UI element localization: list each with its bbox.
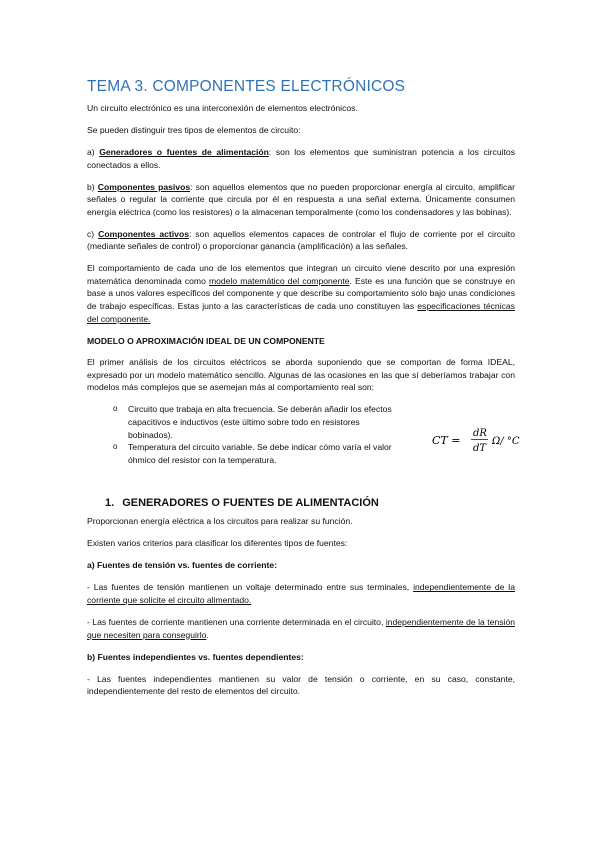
voltage-underlined: independientemente de la corriente que solicite el circuito alimentado. [87,582,515,605]
behavior-part1: El comportamiento de cada uno de los elementos que integran un circuito viene descrito por una expresión matemática denominada como [87,263,515,286]
circle-bullet-icon: o [113,442,118,452]
current-text: - Las fuentes de corriente mantienen una corriente determinada en el circuito, [87,616,386,627]
bullet-text: Circuito que trabaja en alta frecuencia. Se deberán añadir los efectos capacitivos e inductivos (este último sobre todo en resistores bobinados). [128,404,392,440]
s1b-paragraph: - Las fuentes independientes mantienen su valor de tensión o corriente, en su caso, constante, independientemente del resto de elementos del circuito. [87,673,515,697]
bullet-text: Temperatura del circuito variable. Se debe indicar cómo varía el valor óhmico del resistor con la temperatura. [128,442,392,465]
current-end: . [206,629,209,640]
behavior-link-model: modelo matemático del componente [208,275,350,286]
item-b-term: Componentes pasivos [97,181,191,192]
intro-paragraph: Un circuito electrónico es una interconexión de elementos electrónicos. [87,103,358,113]
item-a-text: : son los elementos que suministran potencia a los circuitos conectados a ellos. [87,146,515,170]
behavior-link-specs: especificaciones técnicas del componente. [87,301,515,324]
s1a-current-paragraph [87,616,515,641]
item-c-prefix: c) [87,228,99,239]
formula-numerator: dR [473,428,487,440]
section-1-heading [105,497,515,510]
formula-lhs: CT = [432,434,461,448]
item-a-paragraph [87,146,515,171]
circle-bullet-icon: o [113,404,118,414]
behavior-part2: . Este es una función que se construye en base a unos valores específicos del componente y que describe su comportamiento solo bajo unas condiciones de trabajo específicas. Estas junto a las características de cada uno constituyen las [87,275,515,312]
item-b-text: : son aquellos elementos que no pueden proporcionar energía al circuito, amplificar señales o regular la corriente que circula por él en respuesta a una señal externa. Únicamente consumen energía eléctrica (como los resistores) o la almacenan temporalmente (como los condensadores y las bobinas). [87,181,515,217]
s1a-heading: a) Fuentes de tensión vs. fuentes de corriente: [87,560,278,571]
voltage-text: - Las fuentes de tensión mantienen un voltaje determinado entre sus terminales, [87,582,414,593]
list-item [113,441,405,466]
item-c-term: Componentes activos [98,228,189,239]
types-intro-paragraph: Se pueden distinguir tres tipos de elementos de circuito: [87,124,301,135]
bullets-with-formula [87,403,520,481]
list-item [113,403,405,441]
s1b-heading: b) Fuentes independientes vs. fuentes dependientes: [87,651,304,662]
page-title: TEMA 3. COMPONENTES ELECTRÓNICOS [87,78,406,95]
section-1-title: GENERADORES O FUENTES DE ALIMENTACIÓN [122,497,379,510]
s1-intro-paragraph: Proporcionan energía eléctrica a los circuitos para realizar su función. [87,516,353,527]
section-1-number: 1. [105,497,115,510]
bullet-list [113,403,405,466]
item-c-text: : son aquellos elementos capaces de controlar el flujo de corriente por el circuito (mediante señales de control) o proporcionar ganancia (amplificación) a las señales. [87,228,515,252]
behavior-paragraph [87,262,515,325]
s1a-voltage-paragraph [87,581,515,606]
current-underlined: independientemente de la tensión que necesiten para conseguirlo [87,616,515,640]
item-a-prefix: a) [87,146,100,157]
formula-units: Ω/ °C [492,436,520,448]
thermal-coefficient-formula [432,425,527,455]
ideal-heading: MODELO O APROXIMACIÓN IDEAL DE UN COMPONENTE [87,335,325,346]
item-c-paragraph [87,228,515,253]
item-b-paragraph [87,181,515,219]
item-a-term: Generadores o fuentes de alimentación [99,146,269,157]
item-b-prefix: b) [87,181,98,192]
s1-criteria-paragraph: Existen varios criterios para clasificar los diferentes tipos de fuentes: [87,538,348,549]
document-content [87,78,520,707]
ideal-paragraph: El primer análisis de los circuitos eléctricos se aborda suponiendo que se comportan de forma IDEAL, expresado por un modelo matemático sencillo. Algunas de las ocasiones en las que sí deberíamos trabajar con modelos más complejos que se asemejan más al comportamiento real son: [87,357,515,393]
formula-denominator: dT [473,443,487,455]
